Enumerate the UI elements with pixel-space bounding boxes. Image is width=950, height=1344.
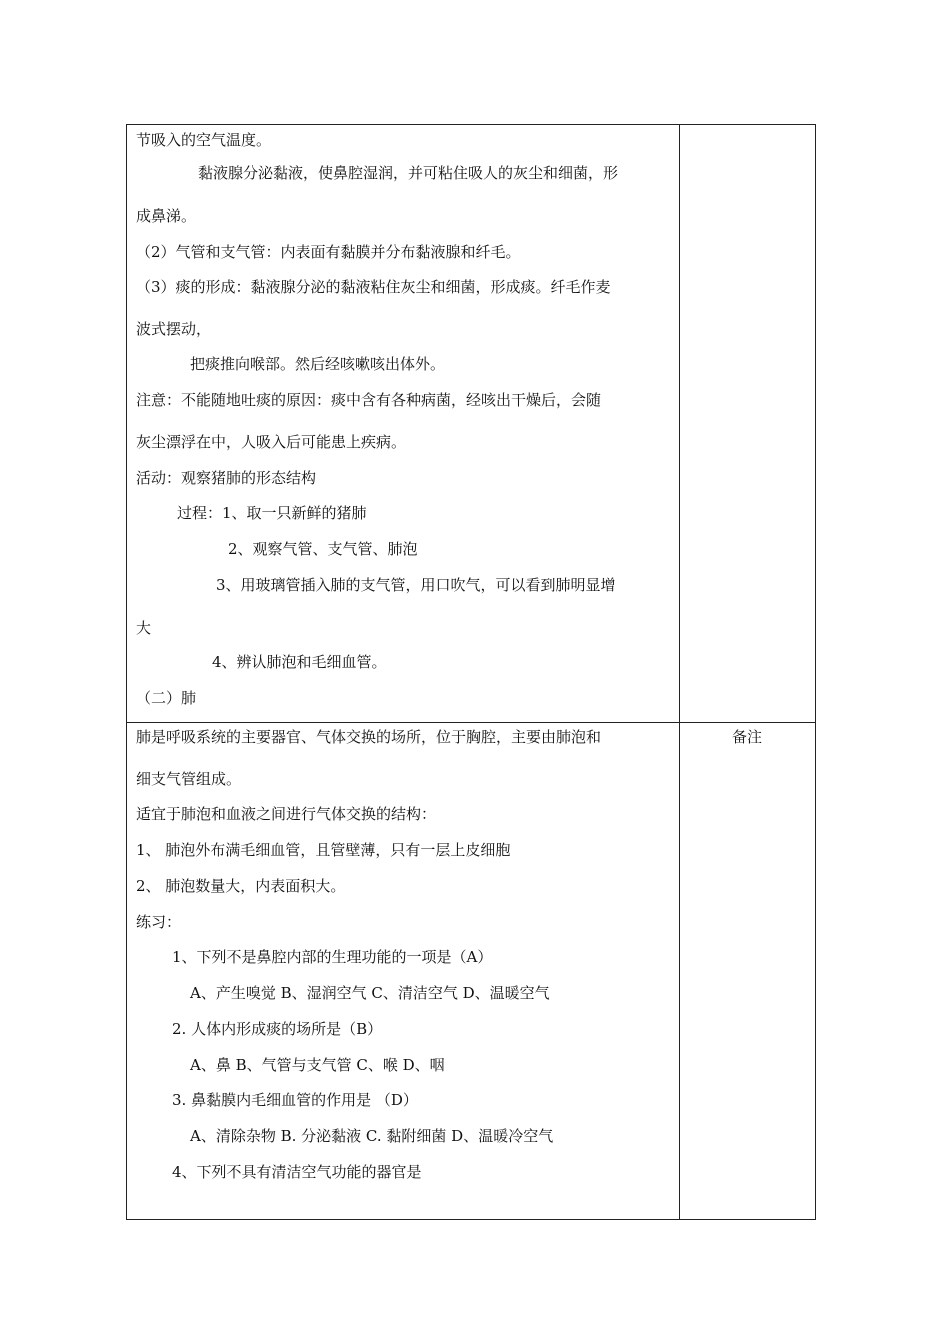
note-label: 备注: [732, 728, 763, 746]
text-line: 黏液腺分泌黏液，使鼻腔湿润，并可粘住吸人的灰尘和细菌，形: [198, 164, 619, 182]
answer-options: A、鼻 B、气管与支气管 C、喉 D、咽: [190, 1056, 445, 1074]
text-line: （2）气管和支气管：内表面有黏膜并分布黏液腺和纤毛。: [136, 243, 521, 261]
text-line: 活动：观察猪肺的形态结构: [136, 469, 317, 487]
text-line: 波式摆动，: [136, 320, 212, 338]
text-line: 1、 肺泡外布满毛细血管，且管壁薄，只有一层上皮细胞: [136, 841, 511, 859]
text-line: 大: [136, 619, 152, 637]
text-line: 注意：不能随地吐痰的原因：痰中含有各种病菌，经咳出干燥后，会随: [136, 391, 602, 409]
text-line: 成鼻涕。: [136, 207, 197, 225]
text-line: 2、观察气管、支气管、肺泡: [228, 540, 418, 558]
question: 4、下列不具有清洁空气功能的器官是: [172, 1163, 422, 1181]
text-line: 细支气管组成。: [136, 770, 242, 788]
text-line: 肺是呼吸系统的主要器官、气体交换的场所，位于胸腔，主要由肺泡和: [136, 728, 602, 746]
question: 1、下列不是鼻腔内部的生理功能的一项是（A）: [172, 948, 493, 966]
text-line: （3）痰的形成：黏液腺分泌的黏液粘住灰尘和细菌，形成痰。纤毛作麦: [136, 278, 611, 296]
text-line: 节吸入的空气温度。: [136, 131, 272, 149]
question: 2. 人体内形成痰的场所是（B）: [172, 1020, 383, 1038]
note-cell-2: [679, 722, 816, 1220]
note-cell-1: [679, 124, 816, 723]
text-line: 3、用玻璃管插入肺的支气管，用口吹气，可以看到肺明显增: [216, 576, 616, 594]
text-line: 把痰推向喉部。然后经咳嗽咳出体外。: [190, 355, 446, 373]
text-line: 过程：1、取一只新鲜的猪肺: [177, 504, 367, 522]
text-line: 练习：: [136, 913, 182, 931]
content-cell-1: [126, 124, 680, 723]
text-line: 4、辨认肺泡和毛细血管。: [212, 653, 387, 671]
section-heading: （二）肺: [136, 689, 197, 707]
text-line: 灰尘漂浮在中，人吸入后可能患上疾病。: [136, 433, 407, 451]
answer-options: A、产生嗅觉 B、湿润空气 C、清洁空气 D、温暖空气: [190, 984, 550, 1002]
answer-options: A、清除杂物 B. 分泌黏液 C. 黏附细菌 D、温暖冷空气: [190, 1127, 554, 1145]
text-line: 适宜于肺泡和血液之间进行气体交换的结构：: [136, 805, 437, 823]
question: 3. 鼻黏膜内毛细血管的作用是 （D）: [172, 1091, 418, 1109]
text-line: 2、 肺泡数量大，内表面积大。: [136, 877, 346, 895]
